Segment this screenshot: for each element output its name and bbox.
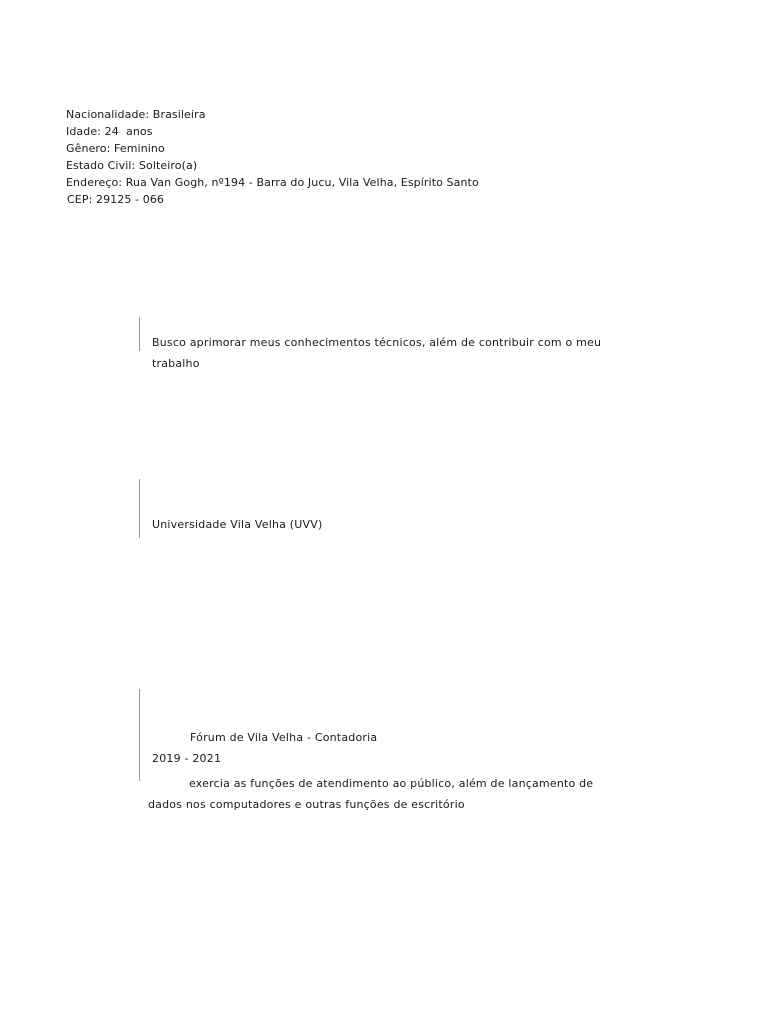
personal-info-block — [66, 106, 479, 208]
objective-text-line-2: trabalho — [152, 357, 200, 370]
experience-description-line-1: exercia as funções de atendimento ao público, além de lançamento de — [189, 777, 594, 790]
gender-text: Gênero: Feminino — [66, 142, 165, 155]
education-section-divider — [139, 479, 140, 538]
experience-description-line-2: dados nos computadores e outras funções de escritório — [148, 798, 465, 811]
objective-section-divider — [139, 317, 140, 351]
age-text: Idade: 24 anos — [66, 125, 153, 138]
experience-period-text: 2019 - 2021 — [152, 752, 222, 765]
nationality-text: Nacionalidade: Brasileira — [66, 108, 206, 121]
experience-title-text: Fórum de Vila Velha - Contadoria — [190, 731, 378, 744]
education-institution-text: Universidade Vila Velha (UVV) — [152, 518, 323, 531]
address-text: Endereço: Rua Van Gogh, nº194 - Barra do Jucu, Vila Velha, Espírito Santo — [66, 176, 479, 189]
objective-text-line-1: Busco aprimorar meus conhecimentos técnicos, além de contribuir com o meu — [152, 336, 602, 349]
experience-section-divider — [139, 689, 140, 781]
cep-text: CEP: 29125 - 066 — [67, 193, 165, 206]
marital-status-text: Estado Civil: Solteiro(a) — [66, 159, 198, 172]
